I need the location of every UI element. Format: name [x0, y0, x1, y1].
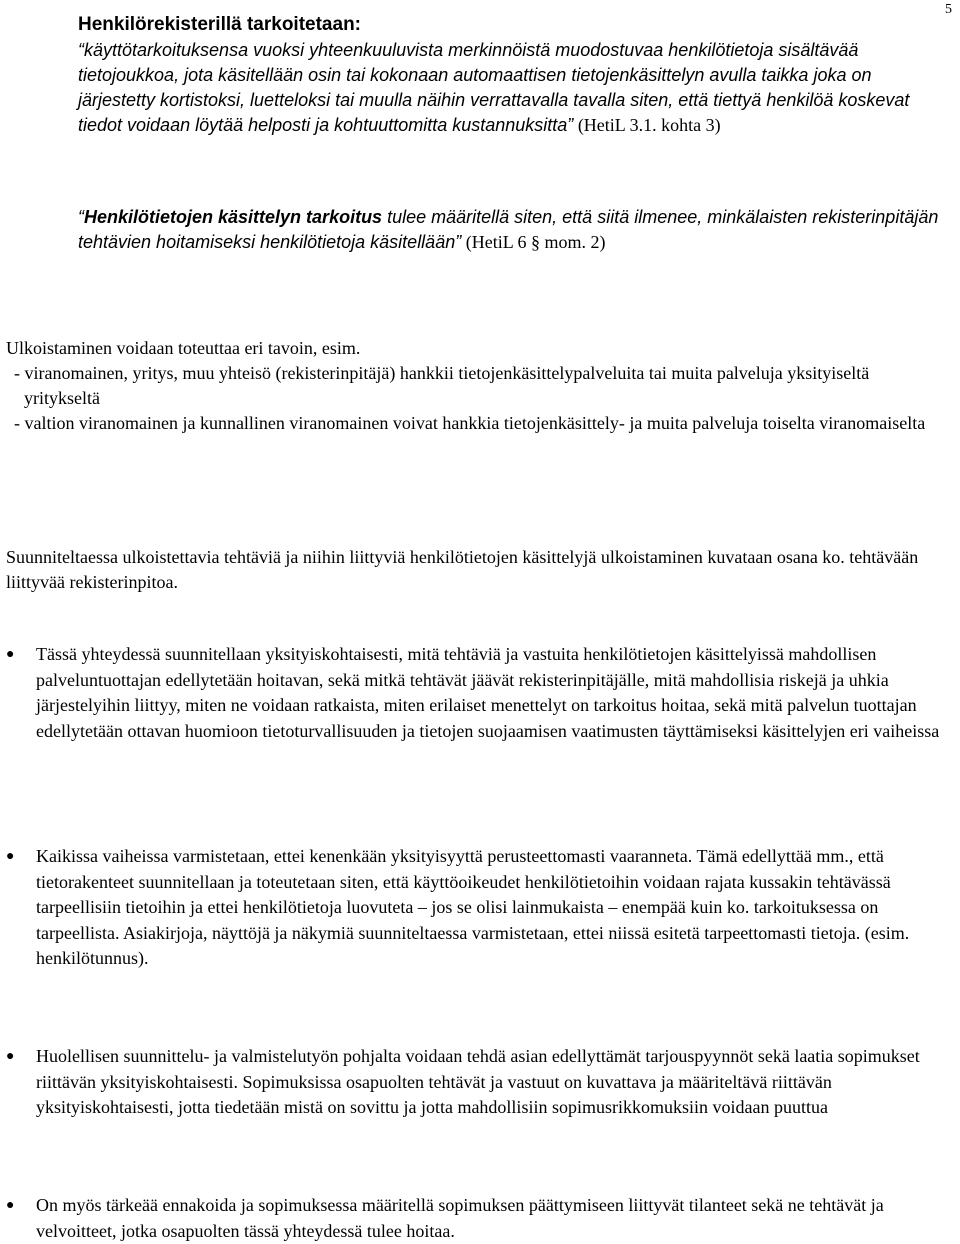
definition-purpose-text: tulee määritellä siten, että siitä ilmenee, minkälaisten rekisterinpitäjän tehtävien hoitamiseksi henkilötietoja käsitellään” — [78, 207, 939, 252]
outsourcing-section — [6, 336, 946, 436]
definition-register-text: “käyttötarkoituksensa vuoksi yhteenkuuluvista merkinnöistä muodostuvaa henkilötietoja sisältävää tietojoukkoa, jota käsitellään osin tai kokonaan automaattisen tietojenkäsittelyn avulla taikka joka on järjestetty kortistoksi, luetteloksi tai muulla näihin verrattavalla tavalla siten, että tiettyä henkilöä koskevat tiedot voidaan löytää helposti ja kohtuuttomitta kustannuksitta” — [78, 40, 910, 135]
planning-paragraph: Suunniteltaessa ulkoistettavia tehtäviä ja niihin liittyviä henkilötietojen käsittelyjä ulkoistaminen kuvataan osana ko. tehtävään liittyvää rekisterinpitoa. — [6, 547, 919, 592]
definition-register-ref: (HetiL 3.1. kohta 3) — [573, 115, 721, 135]
definition-purpose-ref: (HetiL 6 § mom. 2) — [461, 232, 606, 252]
section-heading: Henkilörekisterillä tarkoitetaan: — [78, 14, 361, 35]
bullet-dot-icon: ● — [6, 849, 15, 864]
outsourcing-item: - viranomainen, yritys, muu yhteisö (rekisterinpitäjä) hankkii tietojenkäsittelypalveluita tai muita palveluja yksityiseltä yritykseltä — [14, 363, 870, 408]
definition-purpose-term: Henkilötietojen käsittelyn tarkoitus — [84, 207, 383, 227]
bullet-text: Kaikissa vaiheissa varmistetaan, ettei kenenkään yksityisyyttä perusteettomasti vaaranneta. Tämä edellyttää mm., että tietorakenteet suunnitellaan ja toteutetaan siten, että käyttöoikeudet henkilötietoihin voidaan rajata kussakin tehtävässä tarpeellisiin tietoihin ja ettei henkilötietoja luovuteta – jos se olisi lainmukaista – enempää kuin ko. tarkoituksessa on tarpeellista. Asiakirjoja, näyttöjä ja näkymiä suunniteltaessa varmistetaan, ettei niissä esitetä tarpeettomasti tietoja. (esim. henkilötunnus). — [36, 846, 910, 968]
bullet-item — [6, 642, 946, 744]
bullet-dot-icon: ● — [6, 1198, 15, 1213]
bullet-dot-icon: ● — [6, 647, 15, 662]
bullet-text: On myös tärkeää ennakoida ja sopimuksessa määritellä sopimuksen päättymiseen liittyvät tilanteet sekä ne tehtävät ja velvoitteet, jotka osapuolten tässä yhteydessä tulee hoitaa. — [36, 1195, 884, 1241]
outsourcing-intro: Ulkoistaminen voidaan toteuttaa eri tavoin, esim. — [6, 338, 361, 358]
bullet-dot-icon: ● — [6, 1049, 15, 1064]
bullet-item — [6, 1044, 946, 1121]
definition-purpose-open-quote: “ — [78, 207, 84, 227]
definition-purpose — [78, 205, 948, 255]
outsourcing-item: - valtion viranomainen ja kunnallinen viranomainen voivat hankkia tietojenkäsittely- ja muita palveluja toiselta viranomaiselta — [14, 413, 926, 433]
bullet-item — [6, 1193, 946, 1244]
definition-register — [78, 38, 948, 138]
page-number: 5 — [945, 2, 952, 17]
bullet-text: Tässä yhteydessä suunnitellaan yksityiskohtaisesti, mitä tehtäviä ja vastuita henkilötietojen käsittelyissä mahdollisen palveluntuottajan edellytetään hoitavan, sekä mitkä tehtävät jäävät rekisterinpitäjälle, mitä mahdollisia riskejä ja uhkia järjestelyihin liittyy, miten ne voidaan ratkaista, miten erilaiset menettelyt on tarkoitus hoitaa, sekä mitä palvelun tuottajan edellytetään ottavan huomioon tietoturvallisuuden ja tietojen suojaamisen vaatimusten täyttämiseksi käsittelyjen eri vaiheissa — [36, 644, 940, 741]
bullet-item — [6, 844, 946, 972]
bullet-text: Huolellisen suunnittelu- ja valmistelutyön pohjalta voidaan tehdä asian edellyttämät tarjouspyynnöt sekä laatia sopimukset riittävän yksityiskohtaisesti. Sopimuksissa osapuolten tehtävät ja vastuut on kuvattava ja määriteltävä riittävän yksityiskohtaisesti, jotta tiedetään mistä on sovittu ja jotta mahdollisiin sopimusrikkomuksiin voidaan puuttua — [36, 1046, 920, 1117]
